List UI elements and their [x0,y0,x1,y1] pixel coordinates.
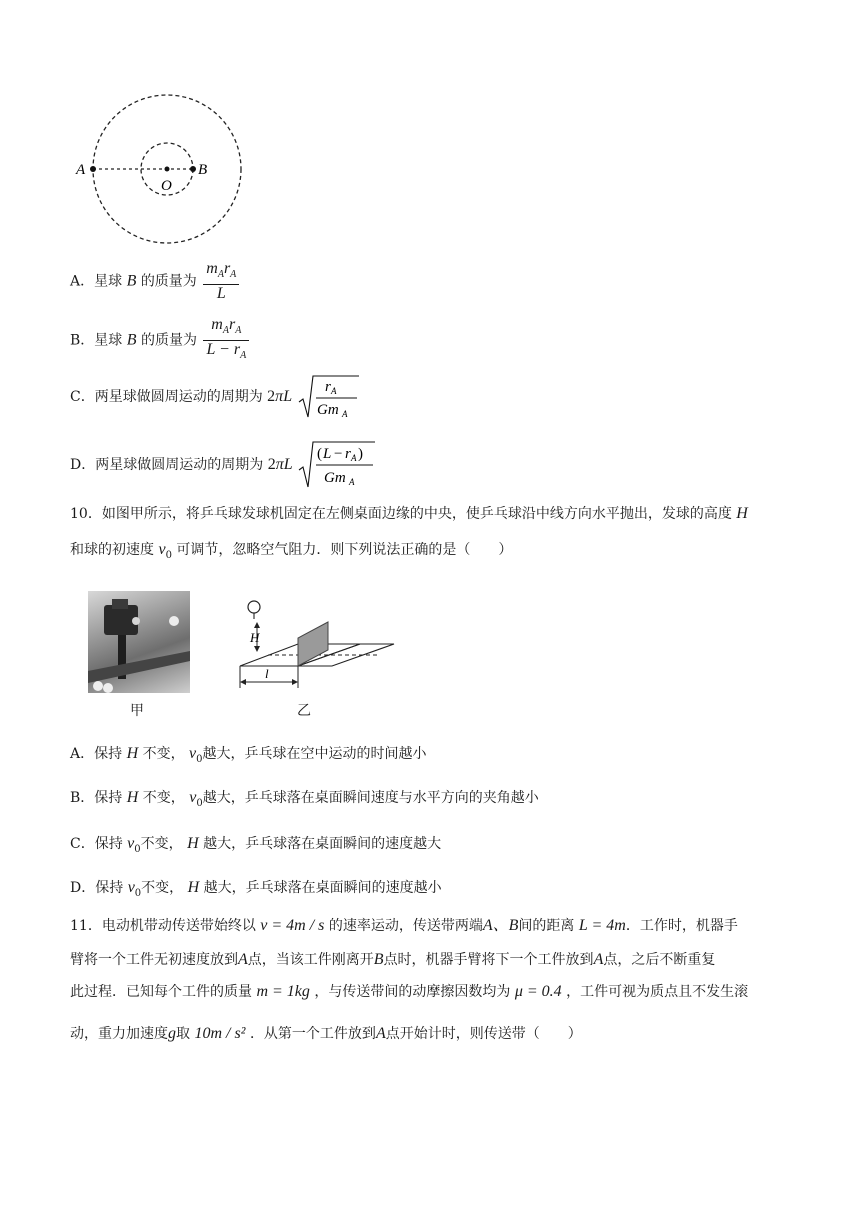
label-a: A [76,162,86,178]
sqrt-c [297,374,361,420]
center-dot [165,167,170,172]
net [298,622,328,666]
svg-text:r: r [345,446,351,462]
label-o: O [161,178,172,194]
mass-fraction-a: $\frac{m_Ar_A}{L}$ [203,260,239,303]
q9-option-c: C．两星球做圆周运动的周期为 2πL r A Gm A [70,374,361,420]
svg-text:L: L [323,446,332,462]
q10-option-a: A．保持 H 不变， $v_0$越大，乒乓球在空中运动的时间越小 [70,745,427,765]
svg-text:A: A [351,453,357,463]
star-a-dot [90,166,96,172]
label-b: B [198,162,208,178]
ball [248,601,260,613]
q10-option-c: C．保持 $v_0$不变， H 越大，乒乓球落在桌面瞬间的速度越大 [70,835,442,855]
star-b-dot [190,166,196,172]
figure-label-yi: 乙 [297,703,311,719]
q10-option-b: B．保持 H 不变， $v_0$越大，乒乓球落在桌面瞬间速度与水平方向的夹角越小 [70,789,539,809]
q9-option-a: A．星球 B 的质量为 $\frac{m_Ar_A}{L}$ [70,260,241,303]
q9-option-b: B．星球 B 的质量为 $\frac{m_Ar_A}{L - r_A}$ [70,316,251,365]
serving-machine-photo [88,591,190,693]
figure-label-jia: 甲 [130,703,144,719]
svg-text:A: A [349,477,355,487]
svg-text:r: r [324,379,331,395]
svg-text:A: A [330,386,337,396]
binary-star-figure [70,90,260,250]
q10-option-d: D．保持 $v_0$不变， H 越大，乒乓球落在桌面瞬间的速度越小 [70,879,442,899]
q11-line4: 动，重力加速度g取 10m / s² ．从第一个工件放到A点开始计时，则传送带（ ） [70,1025,582,1042]
svg-text:Gm: Gm [316,402,339,418]
svg-text:Gm: Gm [324,470,346,486]
svg-text:): ) [358,446,364,462]
sqrt-d [297,440,377,490]
svg-text:(: ( [317,446,323,462]
label-l: l [265,666,269,681]
q11-line3: 此过程．已知每个工件的质量 m = 1kg ，与传送带间的动摩擦因数均为 μ = 0.4 ，工件可视为质点且不发生滚 [70,983,749,1000]
q10-stem-line1: 10．如图甲所示，将乒乓球发球机固定在左侧桌面边缘的中央，使乒乓球沿中线方向水平抛出，发球的高度 H [70,505,748,522]
svg-text:−: − [334,446,343,462]
q9-option-d: D．两星球做圆周运动的周期为 2πL ( L − r A ) Gm A [70,440,377,490]
label-h: H [250,630,260,645]
svg-text:A: A [341,409,348,419]
mass-fraction-b: $\frac{m_Ar_A}{L - r_A}$ [203,316,249,365]
q11-line2: 臂将一个工件无初速度放到A点，当该工件刚离开B点时，机器手臂将下一个工件放到A点，之后不断重复 [70,951,716,968]
q10-stem-line2: 和球的初速度 $v_0$ 可调节，忽略空气阻力．则下列说法正确的是（ ） [70,541,513,561]
q11-line1: 11．电动机带动传送带始终以 v = 4m / s 的速率运动，传送带两端A、B间的距离 L = 4m．工作时，机器手 [70,917,738,934]
